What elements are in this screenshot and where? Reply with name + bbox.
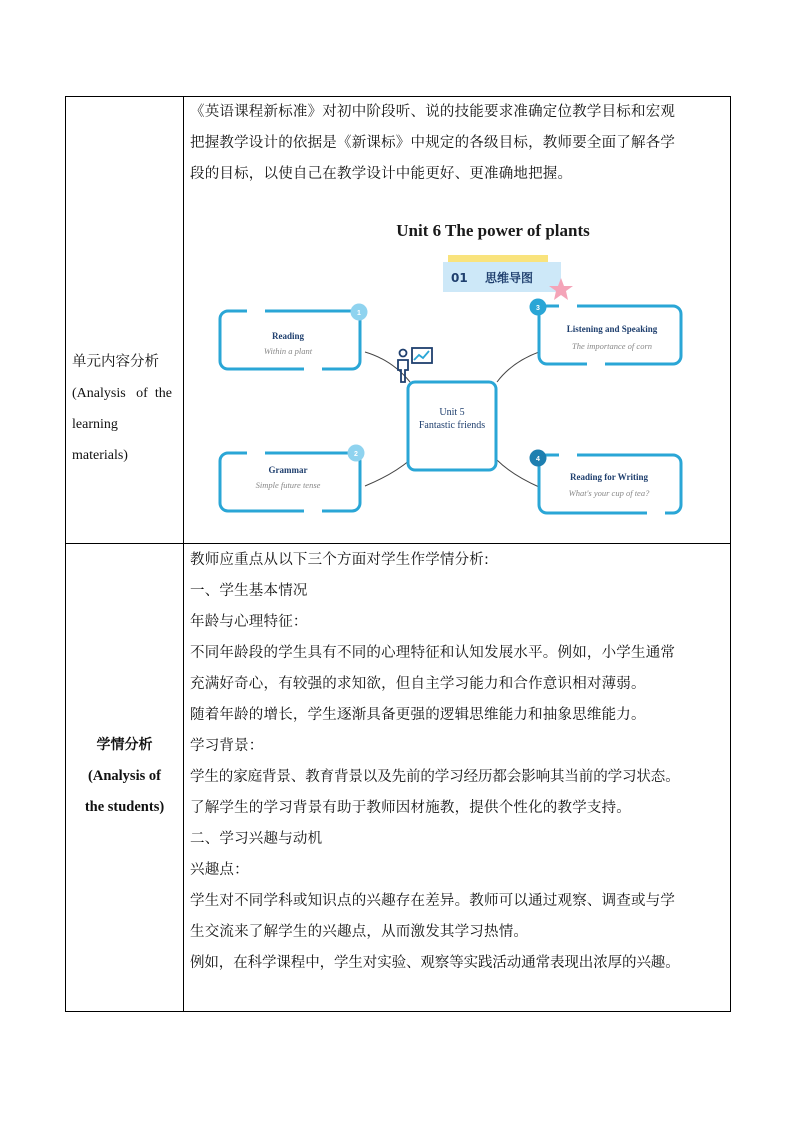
mind-map <box>187 190 727 528</box>
analysis-line: 随着年龄的增长，学生逐渐具备更强的逻辑思维能力和抽象思维能力。 <box>190 707 646 723</box>
analysis-heading-2: 二、学习兴趣与动机 <box>190 831 323 847</box>
badge-text: 思维导图 <box>485 271 534 285</box>
analysis-line: 充满好奇心，有较强的求知欲，但自主学习能力和合作意识相对薄弱。 <box>190 676 646 692</box>
badge-number: 01 <box>451 271 468 285</box>
node-frame-gap <box>304 508 322 514</box>
node-title: Listening and Speaking <box>566 324 658 334</box>
paragraph-line: 把握教学设计的依据是《新课标》中规定的各级目标，教师要全面了解各学 <box>190 135 676 151</box>
analysis-heading-1: 一、学生基本情况 <box>190 583 308 599</box>
node-subtitle: What's your cup of tea? <box>568 488 650 498</box>
unit-content-label-en-1: (Analysis of the <box>72 386 172 401</box>
center-node-line1: Unit 5 <box>439 407 465 418</box>
analysis-subheading: 兴趣点： <box>190 862 249 878</box>
analysis-line: 生交流来了解学生的兴趣点，从而激发其学习热情。 <box>190 924 529 940</box>
unit-content-label-zh: 单元内容分析 <box>72 354 159 370</box>
mind-map-svg <box>187 190 727 528</box>
student-analysis-cell <box>184 544 731 1012</box>
analysis-line: 例如，在科学课程中，学生对实验、观察等实践活动通常表现出浓厚的兴趣。 <box>190 955 680 971</box>
student-analysis-label-cell <box>66 544 184 1012</box>
unit-content-cell <box>184 97 731 544</box>
paragraph-line: 段的目标，以使自己在教学设计中能更好、更准确地把握。 <box>190 166 573 182</box>
node-subtitle: Within a plant <box>263 346 313 356</box>
unit-content-label <box>66 347 183 471</box>
analysis-subheading: 年龄与心理特征： <box>190 614 308 630</box>
node-number: 1 <box>357 310 361 317</box>
paragraph-line: 《英语课程新标准》对初中阶段听、说的技能要求准确定位教学目标和宏观 <box>190 104 676 120</box>
analysis-intro-line: 教师应重点从以下三个方面对学生作学情分析: <box>190 552 490 568</box>
student-analysis-text <box>184 544 730 979</box>
section-unit-content-row <box>66 97 731 544</box>
section-student-analysis-row <box>66 544 731 1012</box>
node-frame-gap <box>559 303 577 309</box>
lesson-plan-table <box>65 96 731 1012</box>
node-subtitle: Simple future tense <box>255 480 321 490</box>
node-frame-gap <box>247 308 265 314</box>
node-frame-gap <box>559 452 577 458</box>
node-frame <box>539 455 681 513</box>
teacher-icon <box>398 348 432 382</box>
node-frame-gap <box>304 366 322 372</box>
node-number: 4 <box>536 456 540 463</box>
node-number: 3 <box>536 305 540 312</box>
analysis-line: 学生的家庭背景、教育背景以及先前的学习经历都会影响其当前的学习状态。 <box>190 769 680 785</box>
connector-line <box>497 352 539 382</box>
mind-map-node-reading <box>220 304 368 373</box>
analysis-line: 了解学生的学习背景有助于教师因材施教，提供个性化的教学支持。 <box>190 800 631 816</box>
mind-map-node-listening-speaking <box>530 299 682 368</box>
mind-map-node-reading-for-writing <box>530 450 682 517</box>
analysis-line: 不同年龄段的学生具有不同的心理特征和认知发展水平。例如，小学生通常 <box>190 645 676 661</box>
unit-content-label-en-3: materials) <box>72 448 128 463</box>
node-frame-gap <box>647 510 665 516</box>
student-analysis-label <box>66 730 183 823</box>
node-title: Reading <box>271 331 305 341</box>
analysis-line: 学生对不同学科或知识点的兴趣存在差异。教师可以通过观察、调查或与学 <box>190 893 676 909</box>
student-analysis-label-en-1: (Analysis of <box>88 768 161 784</box>
node-frame-gap <box>247 450 265 456</box>
node-title: Reading for Writing <box>569 472 649 482</box>
node-frame-gap <box>587 361 605 367</box>
unit-content-label-en-2: learning <box>72 417 118 432</box>
mind-map-title: Unit 6 The power of plants <box>396 221 590 240</box>
node-frame <box>539 306 681 364</box>
mind-map-node-grammar <box>220 445 365 515</box>
node-subtitle: The importance of corn <box>571 341 653 351</box>
student-analysis-label-en-2: the students) <box>84 799 165 815</box>
node-number: 2 <box>354 451 358 458</box>
analysis-subheading: 学习背景： <box>190 738 264 754</box>
node-title: Grammar <box>268 465 308 475</box>
student-analysis-label-zh: 学情分析 <box>96 737 153 753</box>
unit-content-paragraph <box>184 97 730 190</box>
connector-line <box>365 460 410 486</box>
center-node-line2: Fantastic friends <box>418 420 486 431</box>
center-node <box>398 348 496 470</box>
unit-content-label-cell <box>66 97 184 544</box>
